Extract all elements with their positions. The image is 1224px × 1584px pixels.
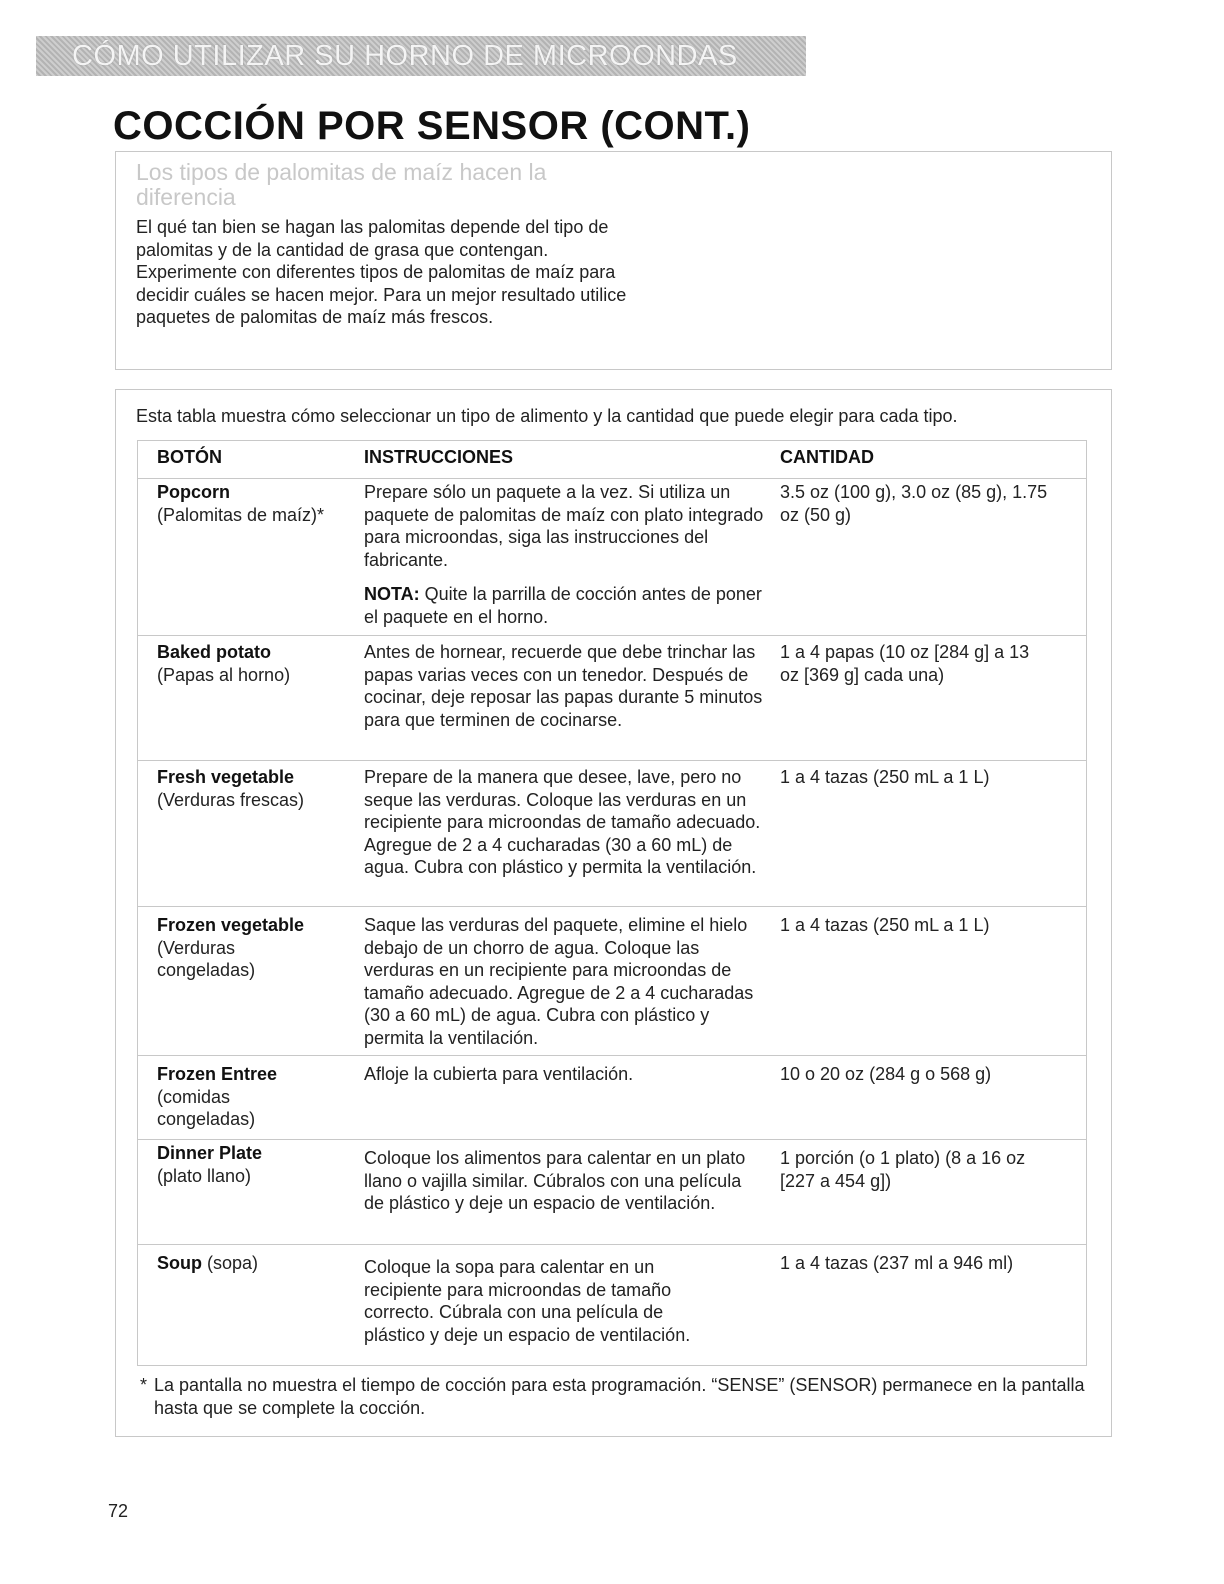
table-row-frozen-entree (138, 1055, 1086, 1139)
table-row-fresh-vegetable (138, 760, 1086, 906)
page-number: 72 (108, 1501, 129, 1521)
instructions-text: Prepare de la manera que desee, lave, pero no seque las verduras. Coloque las verduras en un recipiente para microondas de tamaño adecuado. Agregue de 2 a 4 cucharadas (30 a 60 mL) de agua. Cubra con plástico y permita la ventilación. (364, 767, 761, 877)
button-name: Frozen Entree (157, 1064, 278, 1084)
header-quantity: CANTIDAD (780, 447, 874, 467)
section-banner (36, 36, 806, 76)
table-row-dinner-plate (138, 1139, 1086, 1244)
section-banner-text: CÓMO UTILIZAR SU HORNO DE MICROONDAS (72, 39, 738, 72)
button-name: Dinner Plate (157, 1143, 263, 1163)
button-subtitle: (Verduras congeladas) (157, 937, 256, 980)
note-label: NOTA: (364, 584, 420, 604)
quantity-text: 1 porción (o 1 plato) (8 a 16 oz [227 a 454 g]) (780, 1148, 1026, 1191)
instructions-text: Saque las verduras del paquete, elimine el hielo debajo de un chorro de agua. Coloque las verduras en un recipiente para microondas de tamaño adecuado. Agregue de 2 a 4 cucharadas (30 a 60 mL) de agua. Cubra con plástico y permita la ventilación. (364, 915, 754, 1048)
page-title: COCCIÓN POR SENSOR (CONT.) (113, 104, 751, 148)
sensor-cooking-table (137, 440, 1087, 1366)
table-header-row (138, 440, 1086, 478)
button-subtitle: (plato llano) (157, 1165, 252, 1186)
tip-text: El qué tan bien se hagan las palomitas depende del tipo de palomitas y de la cantidad de grasa que contengan. Experimente con diferentes tipos de palomitas de maíz para decidir cuáles se hacen mejor. Para un mejor resultado utilice paquetes de palomitas de maíz más frescos. (136, 217, 627, 327)
quantity-text: 10 o 20 oz (284 g o 568 g) (780, 1064, 992, 1084)
note (364, 583, 764, 628)
footnote-text: La pantalla no muestra el tiempo de cocción para esta programación. “SENSE” (SENSOR) permanece en la pantalla hasta que se complete la cocción. (154, 1375, 1085, 1418)
button-subtitle: (Palomitas de maíz)* (157, 504, 325, 525)
instructions-text: Antes de hornear, recuerde que debe trinchar las papas varias veces con un tenedor. Después de cocinar, deje reposar las papas durante 5 minutos para que terminen de cocinarse. (364, 642, 763, 730)
button-subtitle: (comidas congeladas) (157, 1086, 256, 1129)
quantity-text: 1 a 4 tazas (237 ml a 946 ml) (780, 1253, 1014, 1273)
header-instructions: INSTRUCCIONES (364, 447, 514, 467)
button-subtitle: (sopa) (207, 1253, 259, 1273)
instructions-text: Coloque los alimentos para calentar en un plato llano o vajilla similar. Cúbralos con una película de plástico y deje un espacio de ventilación. (364, 1148, 746, 1213)
instructions-text: Coloque la sopa para calentar en un recipiente para microondas de tamaño correcto. Cúbrala con una película de plástico y deje un espacio de ventilación. (364, 1257, 691, 1345)
quantity-text: 1 a 4 tazas (250 mL a 1 L) (780, 915, 990, 935)
note-text: Quite la parrilla de cocción antes de poner el paquete en el horno. (364, 584, 762, 627)
table-intro: Esta tabla muestra cómo seleccionar un tipo de alimento y la cantidad que puede elegir para cada tipo. (136, 406, 958, 426)
footnote-marker: * (140, 1375, 148, 1395)
table-row-soup (138, 1244, 1086, 1365)
tip-title: Los tipos de palomitas de maíz hacen la diferencia (136, 159, 547, 210)
button-subtitle: (Verduras frescas) (157, 789, 305, 810)
instructions-text: Afloje la cubierta para ventilación. (364, 1064, 634, 1084)
table-row-baked-potato (138, 635, 1086, 760)
button-name: Frozen vegetable (157, 915, 305, 935)
button-name: Baked potato (157, 642, 272, 662)
instructions-text: Prepare sólo un paquete a la vez. Si utiliza un paquete de palomitas de maíz con plato integrado para microondas, siga las instrucciones del fabricante. (364, 482, 764, 570)
table-row-popcorn (138, 478, 1086, 635)
quantity-text: 3.5 oz (100 g), 3.0 oz (85 g), 1.75 oz (50 g) (780, 482, 1048, 525)
button-name: Popcorn (157, 482, 231, 502)
quantity-text: 1 a 4 papas (10 oz [284 g] a 13 oz [369 g] cada una) (780, 642, 1030, 685)
button-subtitle: (Papas al horno) (157, 664, 291, 685)
quantity-text: 1 a 4 tazas (250 mL a 1 L) (780, 767, 990, 787)
button-name: Soup (157, 1253, 202, 1273)
footnote (140, 1374, 1090, 1420)
table-row-frozen-vegetable (138, 906, 1086, 1055)
button-name: Fresh vegetable (157, 767, 295, 787)
header-button: BOTÓN (157, 447, 222, 467)
